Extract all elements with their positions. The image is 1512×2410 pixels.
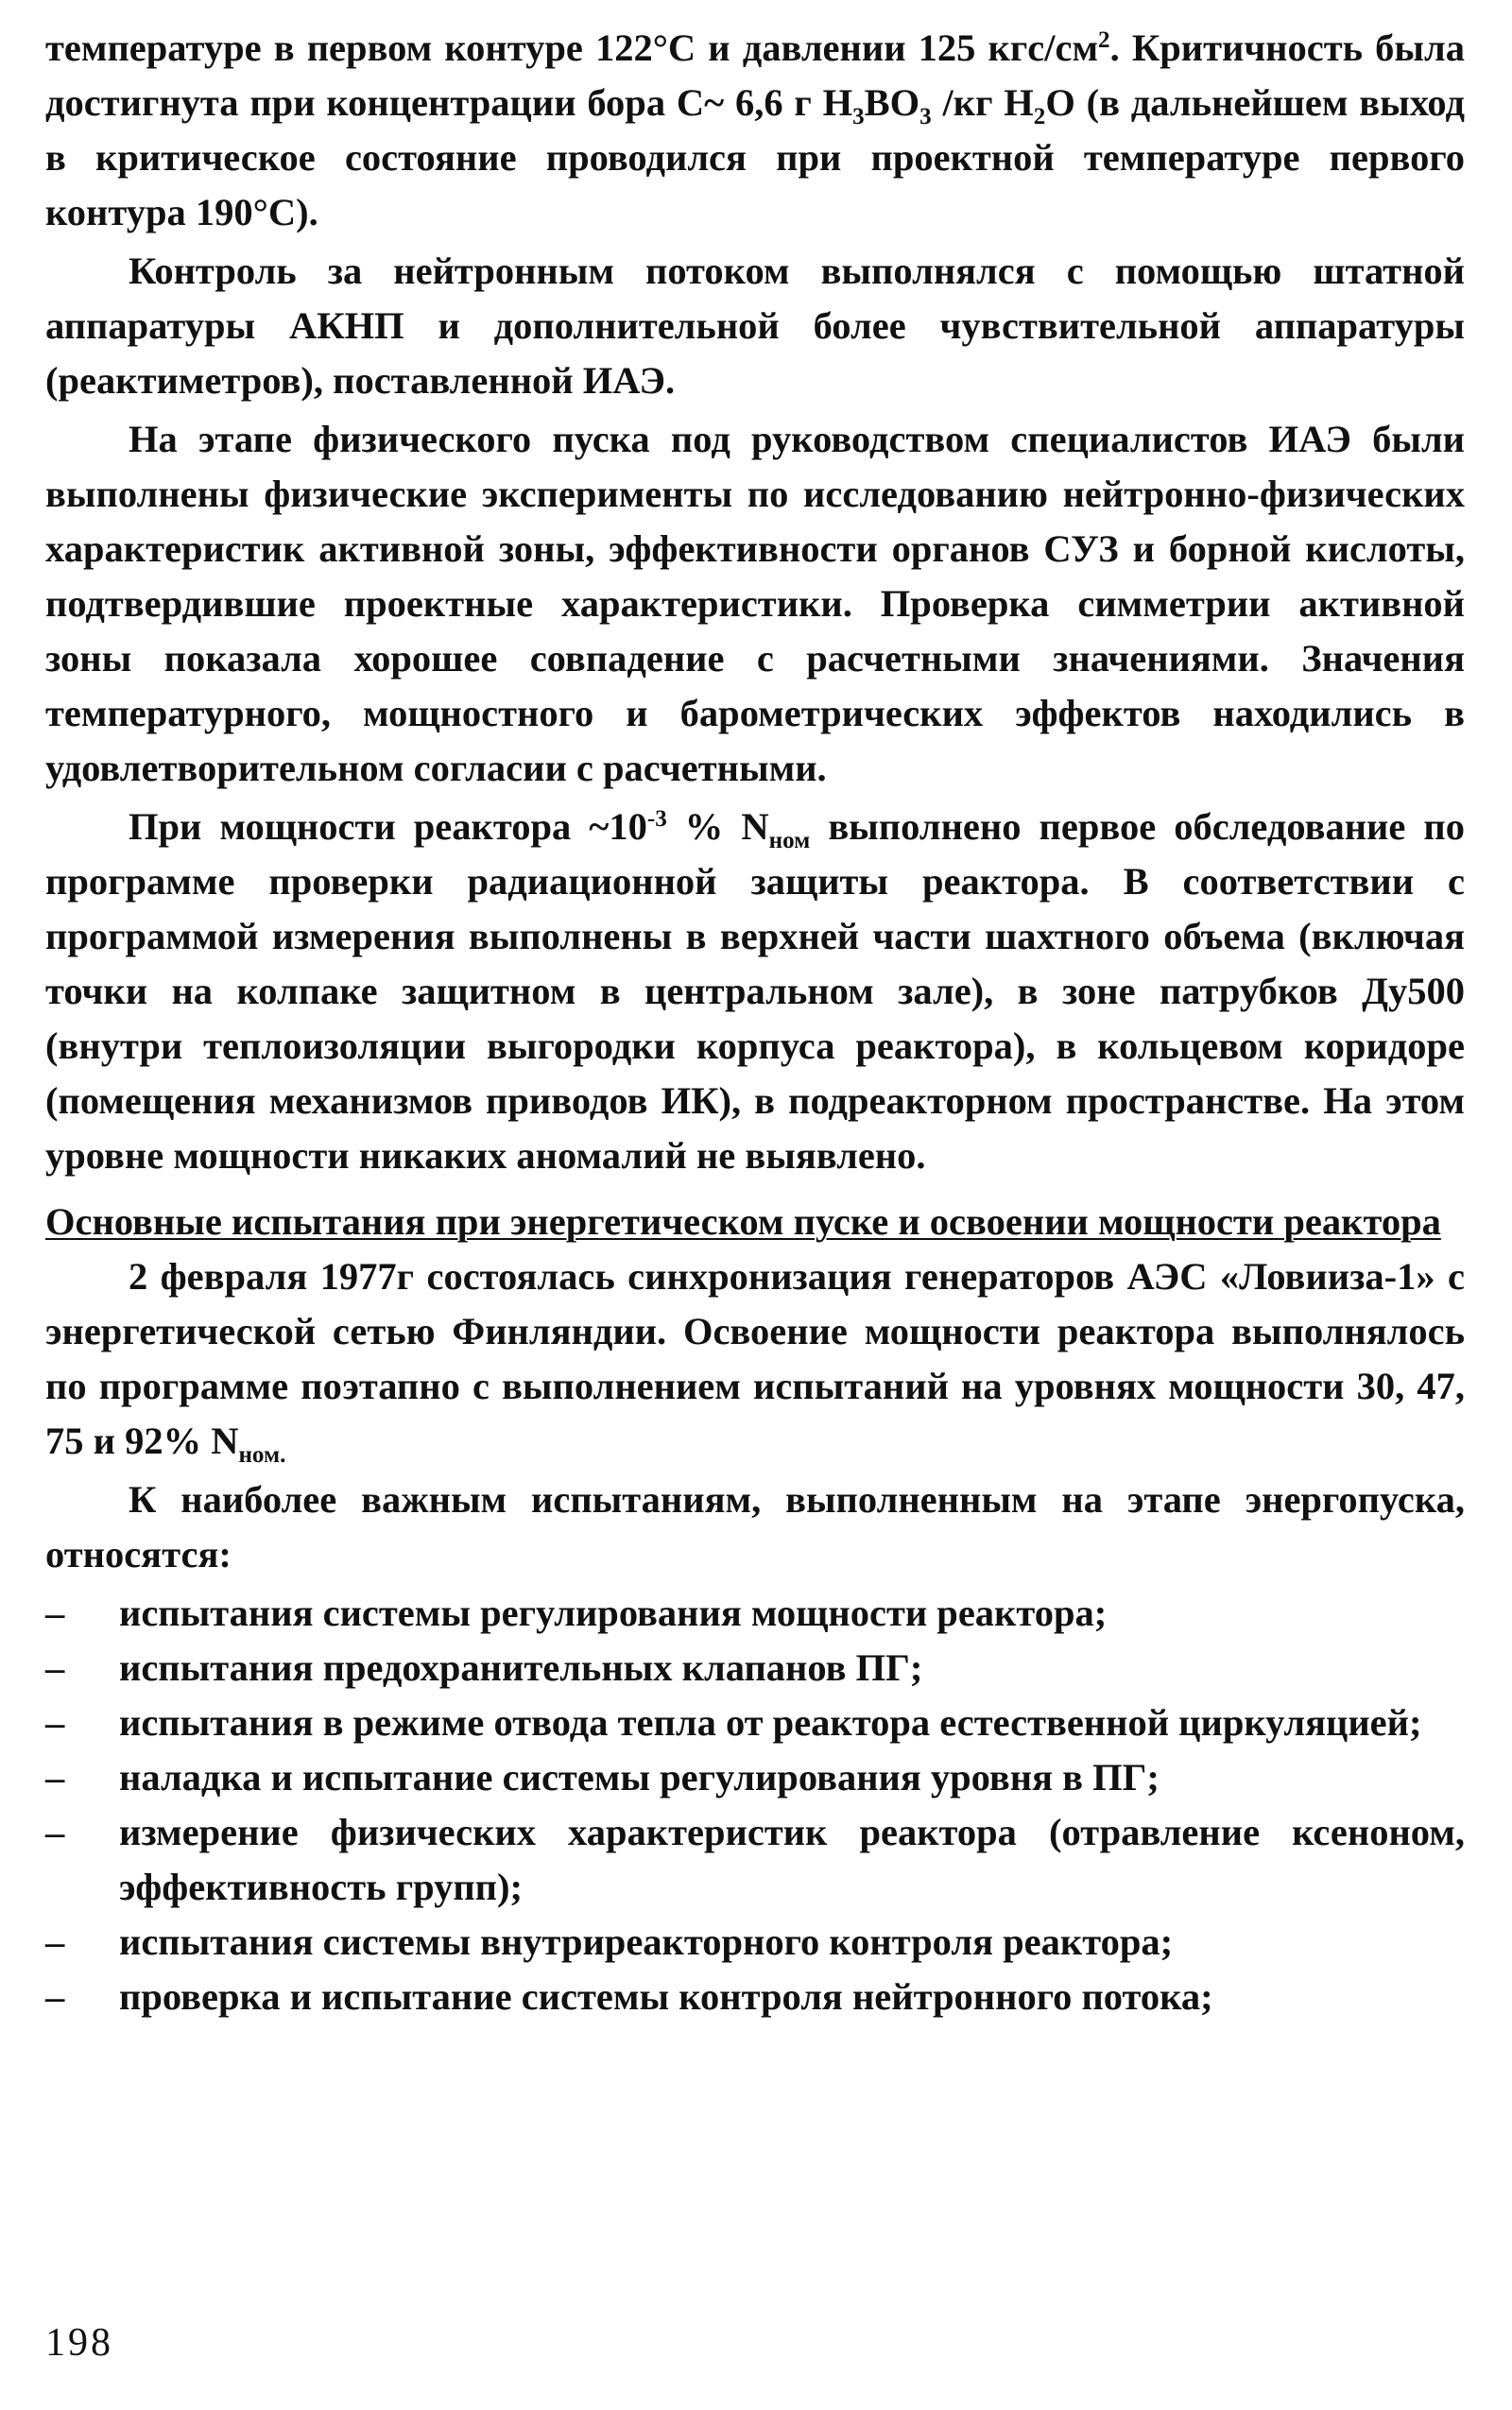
text-span: 2 февраля 1977г состоялась синхронизация генераторов АЭС «Ловииза-1» с энергетической сетью Финляндии. Освоение мощности реактора выполнялось по программе поэтапно с выполнением испытаний на уровнях мощности 30, 47, 75 и 92% N	[45, 1255, 1465, 1462]
paragraph-radiation-survey	[45, 800, 1465, 1183]
subscript: ном	[768, 827, 811, 853]
list-item-text: испытания системы регулирования мощности реактора;	[119, 1592, 1108, 1634]
dash-marker: –	[45, 1646, 65, 1689]
dash-marker: –	[45, 1701, 65, 1744]
paragraph-tests-intro: К наиболее важным испытаниям, выполненным на этапе энергопуска, относятся:	[45, 1478, 1465, 1575]
paragraph-neutron-control: Контроль за нейтронным потоком выполнялся с помощью штатной аппаратуры АКНП и дополнительной более чувствительной аппаратуры (реактиметров), поставленной ИАЭ.	[45, 250, 1465, 402]
section-heading: Основные испытания при энергетическом пуске и освоении мощности реактора	[45, 1200, 1441, 1243]
subscript: ном.	[238, 1441, 286, 1468]
text-span: При мощности реактора ~10	[129, 805, 647, 848]
paragraph-physical-startup: На этапе физического пуска под руководством специалистов ИАЭ были выполнены физические эксперименты по исследованию нейтронно-физических характеристик активной зоны, эффективности органов СУЗ и борной кислоты, подтвердившие проектные характеристики. Проверка симметрии активной зоны показала хорошее совпадение с расчетными значениями. Значения температурного, мощностного и барометрических эффектов находились в удовлетворительном согласии с расчетными.	[45, 418, 1465, 789]
dash-marker: –	[45, 1756, 65, 1799]
dash-marker: –	[45, 1975, 65, 2018]
list-item-text: проверка и испытание системы контроля нейтронного потока;	[119, 1975, 1213, 2018]
list-item-text: наладка и испытание системы регулирования уровня в ПГ;	[119, 1756, 1160, 1799]
list-item-text: испытания системы внутриреакторного контроля реактора;	[119, 1920, 1174, 1963]
dash-marker: –	[45, 1811, 65, 1853]
subscript: 3	[919, 103, 932, 129]
list-item	[45, 1750, 1465, 1805]
text-span: О (в дальнейшем выход в критическое состояние проводился при проектной температуре первого контура 190°С).	[45, 81, 1466, 233]
list-item-text: измерение физических характеристик реактора (отравление ксеноном, эффективность групп);	[119, 1811, 1465, 1908]
list-item	[45, 1586, 1465, 1641]
text-span: % N	[666, 805, 769, 848]
page-number: 198	[45, 2321, 113, 2365]
text-span: температуре в первом контуре 122°С и давлении 125 кгс/см	[45, 26, 1099, 69]
superscript: -3	[646, 806, 667, 833]
text-span: ВО	[864, 81, 920, 124]
list-item	[45, 1805, 1465, 1915]
list-item	[45, 1915, 1465, 1970]
paragraph-synchronization	[45, 1249, 1465, 1469]
subscript: 3	[852, 103, 865, 129]
dash-marker: –	[45, 1592, 65, 1634]
text-span: /кг Н	[931, 81, 1034, 124]
page-body	[45, 21, 1465, 2024]
list-item-text: испытания предохранительных клапанов ПГ;	[119, 1646, 923, 1689]
text-span: выполнено первое обследование по программе проверки радиационной защиты реактора. В соответствии с программой измерения выполнены в верхней части шахтного объема (включая точки на колпаке защитном в центральном зале), в зоне патрубков Ду500 (внутри теплоизоляции выгородки корпуса реактора), в кольцевом коридоре (помещения механизмов приводов ИК), в подреакторном пространстве. На этом уровне мощности никаких аномалий не выявлено.	[45, 805, 1465, 1177]
dash-marker: –	[45, 1920, 65, 1963]
tests-list	[45, 1586, 1465, 2024]
list-item	[45, 1970, 1465, 2024]
list-item	[45, 1641, 1465, 1696]
superscript: 2	[1098, 27, 1110, 54]
list-item	[45, 1696, 1465, 1750]
text-span: . Критичность была достигнута при концентрации бора С~ 6,6 г Н	[45, 26, 1465, 124]
paragraph-criticality	[45, 21, 1465, 240]
subscript: 2	[1033, 103, 1046, 129]
list-item-text: испытания в режиме отвода тепла от реактора естественной циркуляцией;	[119, 1701, 1422, 1744]
